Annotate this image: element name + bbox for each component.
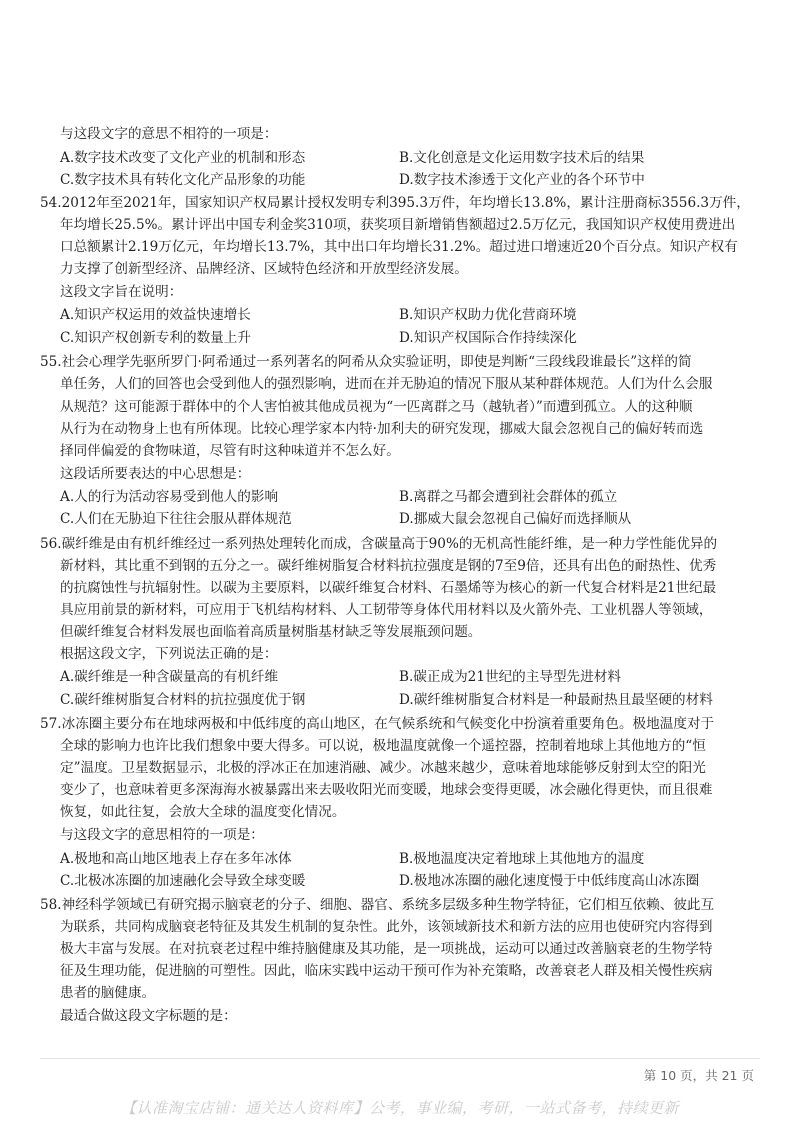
q58-line-2: 为联系，共同构成脑衰老特征及其发生机制的复杂性。此外，该领域新技术和新方法的应用也使研究内容得到 [60, 919, 713, 935]
q55-line-2: 单任务，人们的回答也会受到他人的强烈影响，进而在并无胁迫的情况下服从某种群体规范。人们为什么会服 [60, 376, 713, 392]
footer-divider [40, 1058, 760, 1059]
q54-option-b: B.知识产权助力优化营商环境 [399, 307, 577, 323]
q53-option-c: C.数字技术具有转化文化产品形象的功能 [60, 172, 306, 188]
q54-line-4: 力支撑了创新型经济、品牌经济、区域特色经济和开放型经济发展。 [60, 261, 468, 277]
q56-option-b: B.碳正成为21世纪的主导型先进材料 [399, 669, 621, 685]
q56-line-5: 但碳纤维复合材料发展也面临着高质量树脂基材缺乏等发展瓶颈问题。 [60, 624, 482, 640]
q58-prompt: 最适合做这段文字标题的是： [60, 1008, 237, 1024]
q54-line-2: 年均增长25.5%。累计评出中国专利金奖310项，获奖项目新增销售额超过2.5万亿元，我国知识产权使用费进出 [60, 217, 736, 233]
q56-line-3: 的抗腐蚀性与抗辐射性。以碳为主要原料，以碳纤维复合材料、石墨烯等为核心的新一代复合材料是21世纪最 [60, 580, 717, 596]
q54-line-3: 口总额累计2.19万亿元，年均增长13.7%，其中出口年均增长31.2%。超过进口增速近20个百分点。知识产权有 [60, 239, 738, 255]
q57-line-5: 恢复，如此往复，会放大全球的温度变化情况。 [60, 804, 346, 820]
q58-line-3: 极大丰富与发展。在对抗衰老过程中维持脑健康及其功能，是一项挑战，运动可以通过改善脑衰老的生物学特 [60, 941, 713, 957]
q58-line-4: 征及生理功能，促进脑的可塑性。因此，临床实践中运动干预可作为补充策略，改善衰老人群及相关慢性疾病 [60, 963, 713, 979]
q57-line-2: 全球的影响力也许比我们想象中要大得多。可以说，极地温度就像一个遥控器，控制着地球上其他地方的“恒 [60, 738, 706, 754]
q56-line-1: 56.碳纤维是由有机纤维经过一系列热处理转化而成，含碳量高于90%的无机高性能纤维，是一种力学性能优异的 [40, 536, 718, 552]
q54-line-1: 54.2012年至2021年，国家知识产权局累计授权发明专利395.3万件，年均增长13.8%，累计注册商标3556.3万件， [40, 195, 750, 211]
q57-line-1: 57.冰冻圈主要分布在地球两极和中低纬度的高山地区，在气候系统和气候变化中扮演着重要角色。极地温度对于 [40, 716, 715, 732]
q53-option-d: D.数字技术渗透于文化产业的各个环节中 [399, 172, 645, 188]
q58-line-5: 患者的脑健康。 [60, 985, 156, 1001]
q57-option-d: D.极地冰冻圈的融化速度慢于中低纬度高山冰冻圈 [399, 873, 700, 889]
q55-line-4: 从行为在动物身上也有所体现。比较心理学家本内特·加利夫的研究发现，挪威大鼠会忽视自己的偏好转而选 [60, 421, 704, 437]
q56-line-4: 具应用前景的新材料，可应用于飞机结构材料、人工韧带等身体代用材料以及火箭外壳、工业机器人等领域， [60, 602, 713, 618]
q55-option-b: B.离群之马都会遭到社会群体的孤立 [399, 489, 618, 505]
q55-option-d: D.挪威大鼠会忽视自己偏好而选择顺从 [399, 511, 632, 527]
q54-option-c: C.知识产权创新专利的数量上升 [60, 330, 251, 346]
q54-prompt: 这段文字旨在说明： [60, 284, 183, 300]
watermark-text: 【认准淘宝店铺：通关达人资料库】公考，事业编，考研，一站式备考，持续更新 [120, 1099, 679, 1117]
q55-prompt: 这段话所要表达的中心思想是： [60, 466, 251, 482]
q53-option-a: A.数字技术改变了文化产业的机制和形态 [60, 150, 306, 166]
q56-option-a: A.碳纤维是一种含碳量高的有机纤维 [60, 669, 279, 685]
q57-prompt: 与这段文字的意思相符的一项是： [60, 827, 264, 843]
q54-option-d: D.知识产权国际合作持续深化 [399, 330, 577, 346]
q56-prompt: 根据这段文字，下列说法正确的是： [60, 646, 278, 662]
q57-option-c: C.北极冰冻圈的加速融化会导致全球变暖 [60, 873, 306, 889]
q55-line-3: 从规范？这可能源于群体中的个人害怕被其他成员视为“一匹离群之马（越轨者）”而遭到孤立。人的这种顺 [60, 399, 693, 415]
q54-option-a: A.知识产权运用的效益快速增长 [60, 307, 251, 323]
q56-line-2: 新材料，其比重不到钢的五分之一。碳纤维树脂复合材料抗拉强度是钢的7至9倍，还具有出色的耐热性、优秀 [60, 558, 717, 574]
q56-option-d: D.碳纤维树脂复合材料是一种最耐热且最坚硬的材料 [399, 692, 713, 708]
q55-option-c: C.人们在无胁迫下往往会服从群体规范 [60, 511, 292, 527]
page-number: 第 10 页，共 21 页 [643, 1068, 754, 1083]
q57-line-3: 定”温度。卫星数据显示，北极的浮冰正在加速消融、减少。冰越来越少，意味着地球能够反射到太空的阳光 [60, 760, 706, 776]
q53-option-b: B.文化创意是文化运用数字技术后的结果 [399, 150, 645, 166]
q57-line-4: 变少了，也意味着更多深海海水被暴露出来去吸收阳光而变暖，地球会变得更暖，冰会融化得更快，而且很难 [60, 782, 713, 798]
q57-option-a: A.极地和高山地区地表上存在多年冰体 [60, 851, 292, 867]
q58-line-1: 58.神经科学领域已有研究揭示脑衰老的分子、细胞、器官、系统多层级多种生物学特征，它们相互依赖、彼此互 [40, 897, 715, 913]
q55-line-5: 择同伴偏爱的食物味道，尽管有时这种味道并不怎么好。 [60, 443, 400, 459]
q55-option-a: A.人的行为活动容易受到他人的影响 [60, 489, 279, 505]
q57-option-b: B.极地温度决定着地球上其他地方的温度 [399, 851, 645, 867]
q55-line-1: 55.社会心理学先驱所罗门·阿希通过一系列著名的阿希从众实验证明，即使是判断“三段线段谁最长”这样的简 [40, 354, 692, 370]
q53-prompt: 与这段文字的意思不相符的一项是： [60, 126, 278, 142]
q56-option-c: C.碳纤维树脂复合材料的抗拉强度优于钢 [60, 692, 306, 708]
